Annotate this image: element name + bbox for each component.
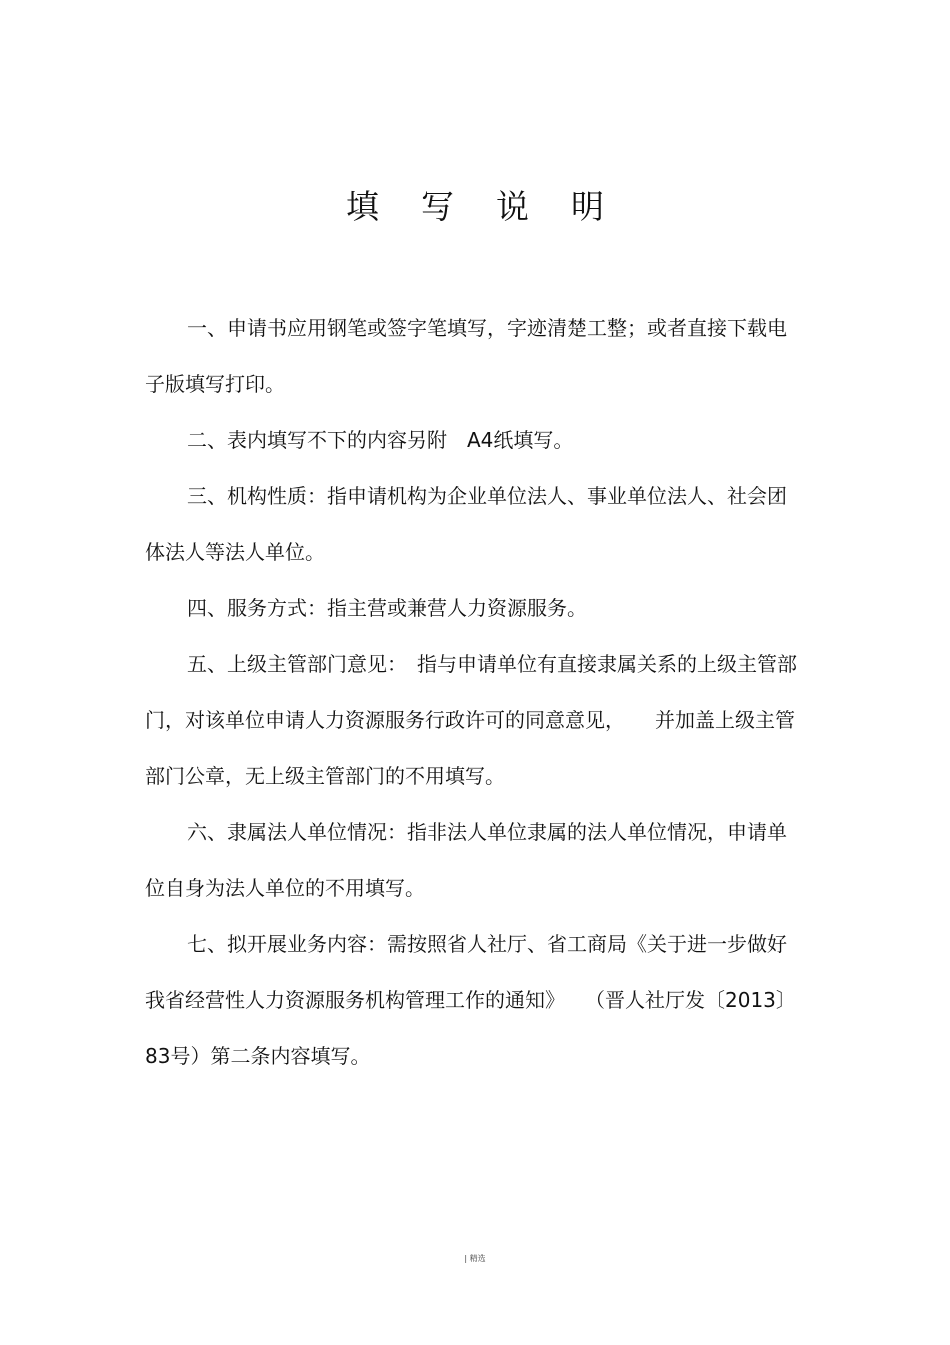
instruction-paragraph-7: 七、拟开展业务内容：需按照省人社厅、省工商局《关于进一步做好我省经营性人力资源服务机构管理工作的通知》 （晋人社厅发〔2013〕83号）第二条内容填写。 bbox=[145, 932, 796, 1068]
instruction-paragraph-6: 六、隶属法人单位情况：指非法人单位隶属的法人单位情况，申请单位自身为法人单位的不用填写。 bbox=[145, 820, 787, 900]
instruction-paragraph-5: 五、上级主管部门意见： 指与申请单位有直接隶属关系的上级主管部门，对该单位申请人力资源服务行政许可的同意意见， 并加盖上级主管部门公章，无上级主管部门的不用填写。 bbox=[145, 652, 797, 788]
instruction-paragraph-1: 一、申请书应用钢笔或签字笔填写，字迹清楚工整；或者直接下载电子版填写打印。 bbox=[145, 316, 787, 396]
page-footer: | 精选 bbox=[464, 1254, 486, 1263]
instruction-paragraph-3: 三、机构性质：指申请机构为企业单位法人、事业单位法人、社会团体法人等法人单位。 bbox=[145, 484, 787, 564]
instruction-paragraph-4: 四、服务方式：指主营或兼营人力资源服务。 bbox=[187, 596, 587, 620]
page-title: 填写说明 bbox=[346, 187, 646, 226]
instruction-paragraph-2: 二、表内填写不下的内容另附 A4纸填写。 bbox=[187, 428, 574, 452]
instructions-body bbox=[145, 300, 805, 1084]
